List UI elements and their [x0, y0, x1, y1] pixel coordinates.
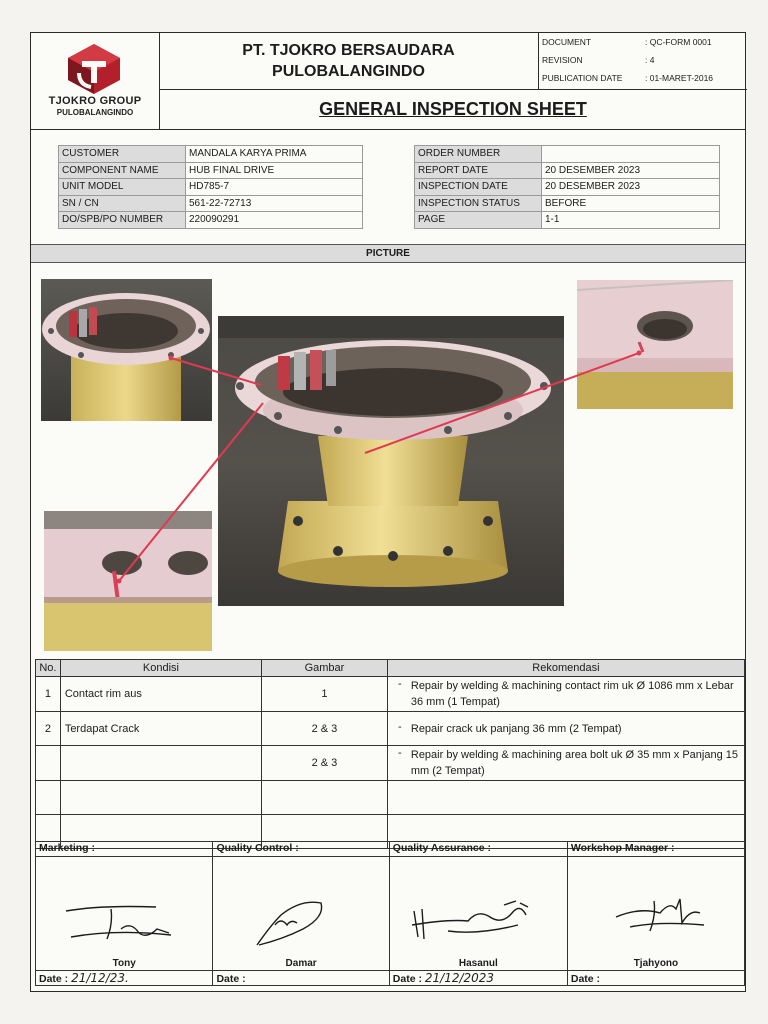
role-quality-control: Quality Control :: [213, 842, 389, 857]
cell-rekomendasi: [387, 677, 744, 712]
info-table-left: [58, 145, 363, 229]
meta-row: [539, 33, 747, 51]
info-key: INSPECTION DATE: [415, 179, 542, 196]
signature-hasanul: [408, 895, 538, 947]
signature-table: [35, 841, 745, 986]
inspection-sheet: [30, 32, 746, 992]
cell-rekomendasi: [387, 746, 744, 781]
cell-no: 2: [36, 712, 61, 746]
company-line-2: PULOBALANGINDO: [272, 63, 425, 80]
info-key: ORDER NUMBER: [415, 146, 542, 163]
info-row: [59, 146, 363, 163]
date-workshop-manager: [567, 971, 744, 986]
info-key: INSPECTION STATUS: [415, 195, 542, 212]
meta-value: : QC-FORM 0001: [645, 37, 712, 47]
date-label: Date :: [392, 973, 422, 985]
meta-value: : 01-MARET-2016: [645, 73, 714, 83]
info-value: 220090291: [186, 212, 363, 229]
info-row: [415, 212, 720, 229]
info-row: [415, 179, 720, 196]
info-value: HUB FINAL DRIVE: [186, 162, 363, 179]
bullet-dash: -: [398, 678, 402, 690]
date-label: Date :: [216, 973, 246, 985]
info-row: [59, 162, 363, 179]
date-label: Date :: [570, 973, 601, 985]
sheet-title: [159, 90, 747, 129]
info-table-right: [414, 145, 720, 229]
info-value: HD785-7: [186, 179, 363, 196]
signature-box-quality-assurance: [389, 857, 567, 971]
signature-body-row: [36, 857, 745, 971]
date-value: 21/12/2023: [424, 971, 495, 985]
company-name: [159, 33, 539, 90]
signature-box-workshop-manager: [567, 857, 744, 971]
bullet-dash: -: [398, 720, 402, 733]
date-marketing: [36, 971, 213, 986]
cell-gambar: 2 & 3: [262, 712, 388, 746]
sheet-header: [31, 33, 745, 130]
table-row: [36, 746, 745, 781]
cell-gambar: [262, 781, 388, 815]
cell-kondisi: [60, 746, 261, 781]
info-row: [415, 146, 720, 163]
cell-kondisi: Contact rim aus: [60, 677, 261, 712]
logo-subtext: PULOBALANGINDO: [56, 108, 134, 117]
col-no-header: No.: [36, 660, 61, 677]
rekomendasi-text: Repair by welding & machining area bolt uk Ø 35 mm x Panjang 15 mm (2 Tempat): [410, 749, 738, 777]
info-row: [59, 195, 363, 212]
date-label: Date :: [39, 973, 69, 985]
cell-kondisi: [60, 781, 261, 815]
role-workshop-manager: Workshop Manager :: [567, 842, 744, 857]
info-value: BEFORE: [542, 195, 720, 212]
info-value: 20 DESEMBER 2023: [542, 162, 720, 179]
info-key: DO/SPB/PO NUMBER: [59, 212, 186, 229]
cell-gambar: 2 & 3: [262, 746, 388, 781]
findings-table: [35, 659, 745, 849]
info-row: [59, 179, 363, 196]
role-marketing: Marketing :: [36, 842, 213, 857]
signer-name: Tony: [112, 958, 136, 969]
date-quality-control: [213, 971, 389, 986]
annotation-arrows: [31, 263, 747, 659]
signature-box-marketing: [36, 857, 213, 971]
info-row: [59, 212, 363, 229]
signer-name: Hasanul: [458, 958, 498, 969]
findings-header-row: [36, 660, 745, 677]
info-key: REPORT DATE: [415, 162, 542, 179]
meta-key: REVISION: [542, 55, 583, 65]
meta-key: DOCUMENT: [542, 37, 592, 47]
cell-rekomendasi: [387, 712, 744, 746]
info-key: SN / CN: [59, 195, 186, 212]
signature-damar: [251, 895, 331, 951]
info-key: CUSTOMER: [59, 146, 186, 163]
meta-value: : 4: [645, 55, 655, 65]
table-row: [36, 677, 745, 712]
rekomendasi-text: Repair by welding & machining contact rim uk Ø 1086 mm x Lebar 36 mm (1 Tempat): [410, 680, 734, 708]
rekomendasi-text: Repair crack uk panjang 36 mm (2 Tempat): [410, 722, 622, 735]
signature-tony: [61, 899, 181, 949]
info-value: 561-22-72713: [186, 195, 363, 212]
info-value: 1-1: [542, 212, 720, 229]
info-row: [415, 162, 720, 179]
date-quality-assurance: [389, 971, 567, 986]
picture-header: PICTURE: [31, 244, 745, 263]
cell-gambar: 1: [262, 677, 388, 712]
info-key: PAGE: [415, 212, 542, 229]
col-rekomendasi-header: Rekomendasi: [387, 660, 744, 677]
cell-rekomendasi: [387, 781, 744, 815]
info-key: UNIT MODEL: [59, 179, 186, 196]
bullet-dash: -: [398, 747, 402, 759]
signer-name: Damar: [285, 958, 317, 969]
cell-no: [36, 781, 61, 815]
date-value: 21/12/23.: [71, 971, 129, 985]
picture-area: [31, 263, 747, 659]
info-row: [415, 195, 720, 212]
document-meta: [539, 33, 747, 90]
meta-key: PUBLICATION DATE: [542, 73, 623, 83]
signature-dates-row: [36, 971, 745, 986]
signature-tjahyono: [610, 893, 710, 939]
info-value: MANDALA KARYA PRIMA: [186, 146, 363, 163]
tjokro-logo-icon: [65, 43, 123, 95]
sheet-title-text: GENERAL INSPECTION SHEET: [319, 99, 587, 119]
role-quality-assurance: Quality Assurance :: [389, 842, 567, 857]
col-gambar-header: Gambar: [262, 660, 388, 677]
company-line-1: PT. TJOKRO BERSAUDARA: [242, 42, 455, 59]
table-row: [36, 781, 745, 815]
meta-row: [539, 51, 747, 69]
cell-no: 1: [36, 677, 61, 712]
cell-kondisi: Terdapat Crack: [60, 712, 261, 746]
signature-roles-row: [36, 842, 745, 857]
signature-box-quality-control: [213, 857, 389, 971]
table-row: [36, 712, 745, 746]
info-value: [542, 146, 720, 163]
info-value: 20 DESEMBER 2023: [542, 179, 720, 196]
meta-row: [539, 69, 747, 87]
col-kondisi-header: Kondisi: [60, 660, 261, 677]
logo-text: TJOKRO GROUP: [48, 95, 142, 107]
info-key: COMPONENT NAME: [59, 162, 186, 179]
company-logo: [31, 33, 160, 129]
signer-name: Tjahyono: [633, 958, 679, 969]
cell-no: [36, 746, 61, 781]
